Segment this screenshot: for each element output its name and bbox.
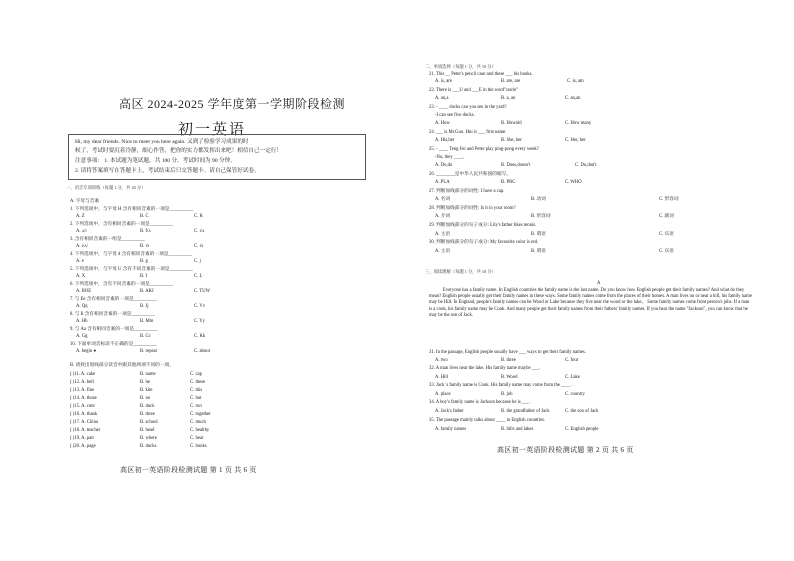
option: A. begin ●: [76, 349, 97, 354]
question-stem: 2. 下列选项中，含有相同音素的一项是__________: [70, 222, 174, 227]
option: B. the grandfather of Jack: [501, 409, 550, 414]
question-stem: 24. ___ is Mr.Guo. Hui is ___ first name.: [429, 130, 507, 135]
option: A. is, are: [435, 79, 452, 84]
table-row-cell: C. these: [190, 380, 206, 385]
option: A. 介词: [435, 214, 451, 219]
section-heading: 三、阅读理解（每题 1 分，共 10 分）: [425, 269, 496, 274]
notice-line: 候了，考试时要沉着冷静，细心作答，把你的实力都发挥出来吧！相信自己一定行！: [75, 148, 282, 154]
question-stem: 9. 与 Aa 含有相同音素的一项是__________: [70, 327, 158, 332]
question-stem: 5. 下列选项中，与字母 U 含有不同音素的一项是__________: [70, 267, 193, 272]
option: C. 副词: [659, 214, 674, 219]
option: A. 名词: [435, 197, 451, 202]
question-stem: 35. The passage mainly talks about ____ in English countries.: [429, 418, 546, 423]
table-row-cell: ( )11. A. cake: [70, 372, 96, 377]
option: B. g: [140, 259, 148, 264]
notice-box: [68, 134, 366, 180]
table-row-cell: C. books: [190, 444, 207, 449]
question-stem: 23. - ____ ducks can you see in the yard?: [429, 105, 507, 110]
table-row-cell: B. kite: [140, 388, 153, 393]
option: B. 谓语: [531, 249, 546, 254]
option: A. ɪ/ʌ/: [76, 244, 88, 249]
table-row-cell: ( )15. A. cute: [70, 404, 95, 409]
sub-heading: A. 字母与音素: [70, 199, 100, 204]
question-stem: 4. 下列选项中，与字母 d 含有相同音素的一项是__________: [70, 252, 192, 257]
table-row-cell: ( )13. A. fine: [70, 388, 95, 393]
option: C. 宾语: [659, 232, 674, 237]
table-row-cell: B. name: [140, 372, 156, 377]
exam-page-1: [62, 0, 402, 561]
option: A. His,her: [435, 138, 455, 143]
option: C. Do,don't: [575, 163, 597, 168]
option: A. Z: [76, 214, 85, 219]
question-stem: 1. 下列选项中，与字母 H 含有相同音素的一项是__________: [70, 207, 193, 212]
option: B. 谓语: [531, 232, 546, 237]
option: B. repeat: [140, 349, 157, 354]
exam-subject: 初一英语: [177, 122, 246, 138]
page-footer: 高区初一英语阶段检测试题 第 1 页 共 6 页: [120, 466, 257, 474]
option: B. Does,doesn't: [501, 163, 531, 168]
question-stem: 28. 判断加线部分的词性: Is it in your room?: [429, 206, 516, 211]
table-row-cell: C. together: [190, 412, 211, 417]
option: B. C: [140, 214, 149, 219]
option: A. X: [76, 274, 86, 279]
page-footer: 高区初一英语阶段检测试题 第 2 页 共 6 页: [497, 446, 634, 454]
option: B. She, her: [501, 138, 522, 143]
option: C. 宾语: [659, 249, 674, 254]
option: A. Jack's father: [435, 409, 464, 414]
option: C. the son of Jack: [565, 409, 599, 414]
option: B. are, are: [501, 79, 521, 84]
option: C. English people: [565, 427, 599, 432]
option: C. Yy: [194, 319, 206, 324]
option: C. Lake: [565, 375, 580, 380]
table-row-cell: C. this: [190, 388, 203, 393]
table-row-cell: C. cap: [190, 372, 202, 377]
option: B. hills and lakes: [501, 427, 534, 432]
exam-page-2: [425, 0, 755, 561]
option: C. 形容词: [659, 197, 679, 202]
section-heading: 一、语音专项训练（每题 1 分，共 20 分）: [66, 185, 146, 190]
question-stem: 29. 判断加线部分的句子成分: Lily's father likes tennis.: [429, 223, 537, 228]
option: A. Qq: [76, 304, 88, 309]
option: A. PLA: [435, 180, 450, 185]
question-stem: 7. 与 Ee 含有相同音素的一项是__________: [70, 297, 157, 302]
table-row-cell: ( )12. A. bell: [70, 380, 94, 385]
option: B. ARJ: [140, 289, 154, 294]
question-stem: 6. 下列选项中，含有不同音素的一项是__________: [70, 282, 174, 287]
option: B. I: [140, 274, 148, 279]
table-row-cell: ( )16. A. thank: [70, 412, 98, 417]
option: C. WHO: [565, 180, 582, 185]
question-stem: 26. ________是中华人民共和国的缩写。: [429, 172, 512, 177]
question-stem: 34. A boy's family name is Jackson because he is ___ .: [429, 400, 532, 405]
question-stem: 30. 判断加线部分的句子成分: My favourite color is red.: [429, 240, 539, 245]
question-stem: 27. 判断加线部分的词性: I have a cap.: [429, 189, 505, 194]
option: C. Her, her: [565, 138, 586, 143]
option: B. 形容词: [531, 214, 551, 219]
question-stem: 25. - ____ Teng Fei and Peter play ping-pong every week?: [429, 147, 539, 152]
option: C. ɪ/ʌ: [194, 229, 205, 234]
option: B. Mm: [140, 319, 154, 324]
question-stem: 31. In the passage, English people usually have ___ ways to get their family names.: [429, 350, 586, 355]
table-row-cell: B. ducks: [140, 444, 157, 449]
table-row-cell: B. school: [140, 420, 158, 425]
option: C. ɪ/ɪ: [194, 244, 204, 249]
section-heading: 二、单项选择（每题 1 分，共 10 分）: [425, 64, 496, 69]
option: A. Do,do: [435, 163, 453, 168]
option: B. job: [501, 392, 513, 397]
option: A. family names: [435, 427, 467, 432]
option: A. Hh: [76, 319, 88, 324]
option: A. Hill: [435, 375, 449, 380]
question-stem: 33. Jack 's family name is Cook. His family name may come from the ____ .: [429, 383, 573, 388]
option: B. Wood: [501, 375, 518, 380]
table-row-cell: C. hot: [190, 396, 202, 401]
table-row-cell: C. much: [190, 420, 206, 425]
table-row-cell: ( )18. A. teacher: [70, 428, 101, 433]
table-row-cell: B. head: [140, 428, 155, 433]
option: A. How: [435, 121, 450, 126]
option: C. How many: [565, 121, 592, 126]
table-row-cell: B. duck: [140, 404, 155, 409]
sub-heading: B. 请找出划线部分读音中跟其他两项不同的一项。: [70, 363, 174, 368]
option: B. a, an: [501, 96, 516, 101]
option: C. L: [194, 274, 203, 279]
passage-label: A: [597, 281, 601, 286]
question-stem: 21. This __ Peter's pencil case and these ___ his books.: [429, 72, 533, 77]
table-row-cell: ( )17. A. China: [70, 420, 98, 425]
reading-passage: Everyone has a family name. In English countries the family name is the last name. Do you know how English people get their family names? And what do they mean? English people usually get their family names in these ways. Some family names come from the places of their homes. A man lives on or near a hill, his family name may be Hill. In England, people's family names can be Wood or Lake because they live near the wood or the lake。 Some family names come from person's jobs. If a man is a cook, his family name may be Cook. And many people get their family names from their fathers' family names. If you hear the name "Jackson", you can know that he may be the son of Jack.: [429, 288, 752, 318]
option: C. Vv: [194, 304, 206, 309]
option: C. j: [194, 259, 201, 264]
option: A. place: [435, 392, 451, 397]
option: A. two: [435, 358, 448, 363]
table-row-cell: C. run: [190, 404, 202, 409]
question-stem: 8. 与 Ii 含有相同音素的一项是__________: [70, 312, 155, 317]
question-stem: -No, they ____.: [435, 155, 465, 160]
table-row-cell: C. healthy: [190, 428, 210, 433]
option: B. Cc: [140, 334, 151, 339]
question-stem: 10. 下面单词音标读不正确的是__________: [70, 342, 157, 347]
option: A. BOE: [76, 289, 92, 294]
option: C. K: [194, 214, 203, 219]
option: A. 主语: [435, 232, 451, 237]
question-stem: 32. A man lives near the lake. His family name maybe ___.: [429, 366, 540, 371]
question-stem: 3. 含有相同音素的一组是__________: [70, 237, 146, 242]
option: A. Gg: [76, 334, 88, 339]
option: B. 动词: [531, 197, 546, 202]
question-stem: 22. There is ___U and ___E in the word"uncle": [429, 88, 519, 93]
option: A. an,a: [435, 96, 449, 101]
notice-line: 注意事项： 1. 本试题为笔试题，共 100 分。考试时间为 90 分钟。: [75, 158, 236, 164]
option: A. e: [76, 259, 84, 264]
table-row-cell: B. three: [140, 412, 155, 417]
option: A. ʌ/ɪ: [76, 229, 87, 234]
option: C. TUW: [194, 289, 211, 294]
notice-line: 2. 请将答案填写在答题卡上，考试结束后只交答题卡。请自己保管好试卷。: [75, 168, 260, 174]
option: C. country: [565, 392, 585, 397]
option: C. four: [565, 358, 579, 363]
option: C. Kk: [194, 334, 206, 339]
table-row-cell: ( )14. A. those: [70, 396, 97, 401]
option: A. 主语: [435, 249, 451, 254]
notice-line: Hi, my dear friends. Nice to meet you here again. 又到了检验学习成果的时: [75, 139, 249, 145]
option: B. three: [501, 358, 516, 363]
option: B. ɪ/ɪ: [140, 244, 150, 249]
option: B. PRC: [501, 180, 516, 185]
table-row-cell: ( )19. A. pair: [70, 436, 95, 441]
option: C. an,an: [565, 96, 581, 101]
table-row-cell: B. he: [140, 380, 150, 385]
option: C. is, am: [567, 79, 584, 84]
option: C. about: [194, 349, 210, 354]
table-row-cell: B. where: [140, 436, 157, 441]
option: B. Jj: [140, 304, 149, 309]
option: B. Howold: [501, 121, 522, 126]
table-row-cell: C. hear: [190, 436, 204, 441]
question-stem: -I can see five ducks.: [435, 113, 475, 118]
table-row-cell: B. no: [140, 396, 151, 401]
exam-title: 高区 2024-2025 学年度第一学期阶段检测: [119, 97, 345, 111]
option: B. f/ʌ: [140, 229, 151, 234]
table-row-cell: ( )20. A. page: [70, 444, 96, 449]
